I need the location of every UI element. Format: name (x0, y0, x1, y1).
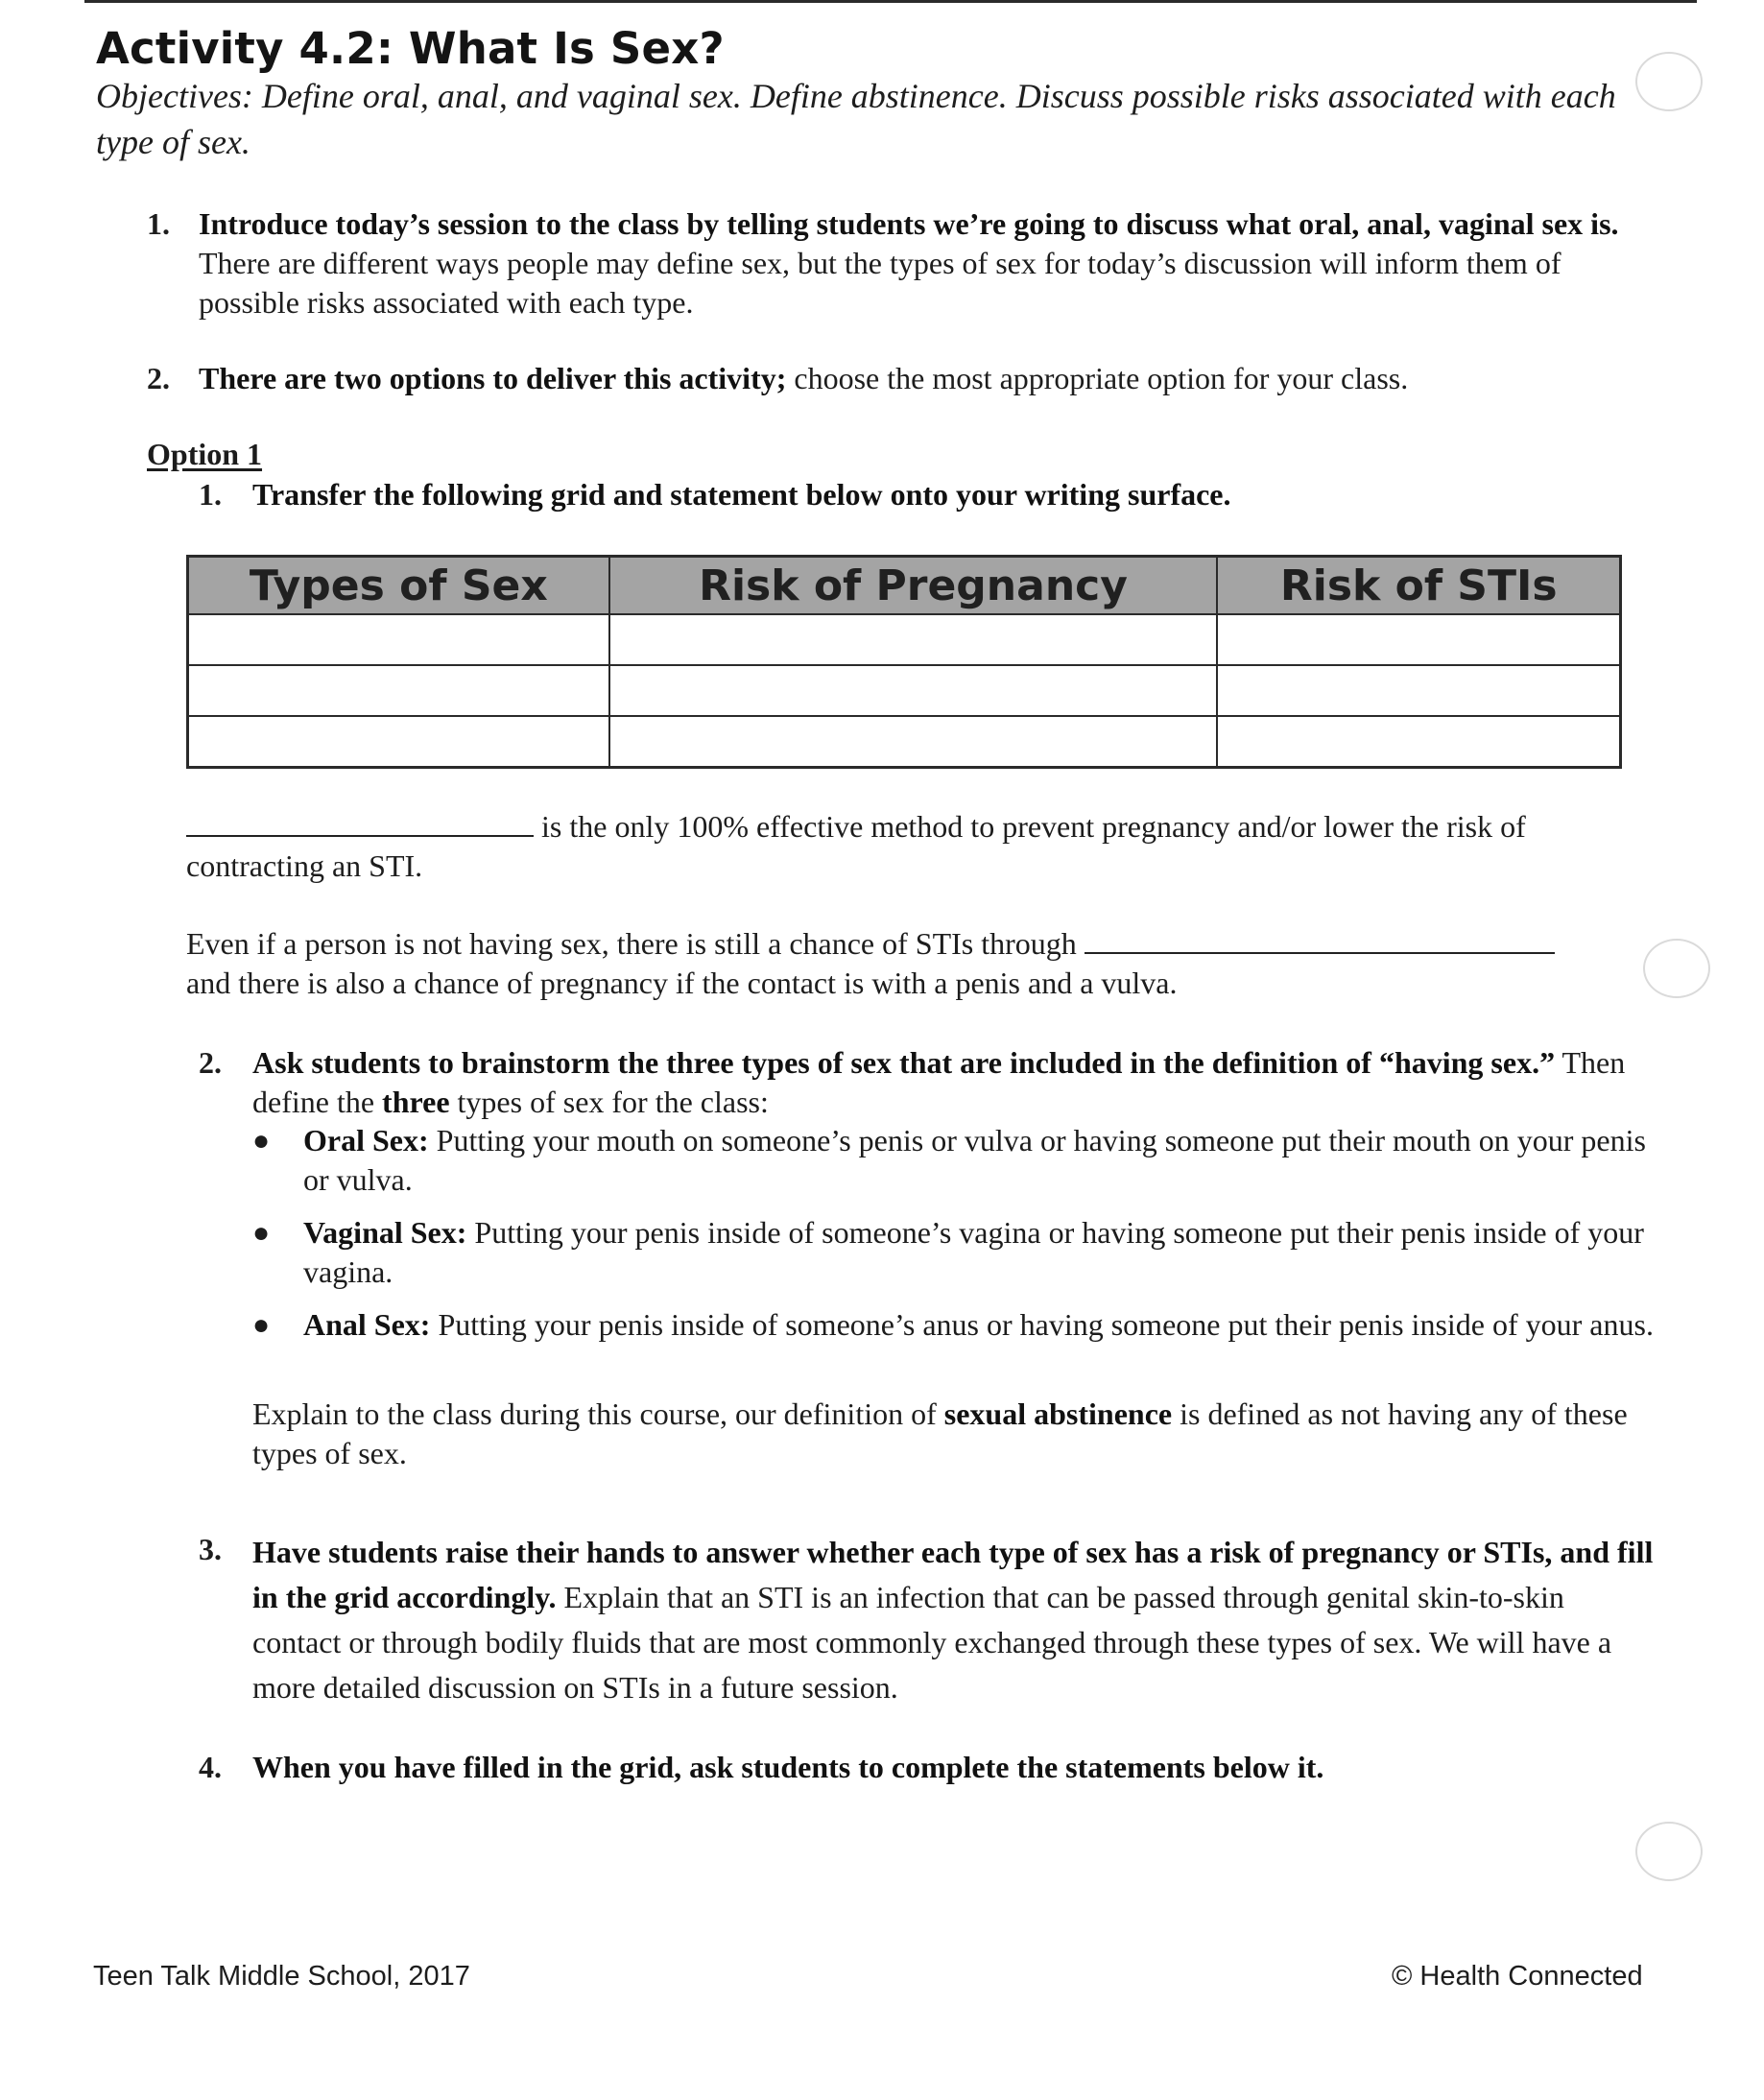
type-definition: Putting your penis inside of someone’s anus or having someone put their penis inside of your anus. (430, 1307, 1654, 1342)
page-title: Activity 4.2: What Is Sex? (96, 23, 725, 74)
grid-header-types: Types of Sex (188, 557, 609, 615)
grid-cell (1217, 614, 1620, 665)
grid-cell (609, 614, 1218, 665)
list-item-anal (252, 1305, 1654, 1345)
type-definition: Putting your penis inside of someone’s vagina or having someone put their penis inside of your vagina. (303, 1215, 1644, 1289)
option-step-4-bold: When you have filled in the grid, ask students to complete the statements below it. (252, 1750, 1324, 1784)
option-step-2-bold-three: three (382, 1085, 450, 1119)
abstinence-statement (186, 806, 1645, 886)
grid-cell (1217, 716, 1620, 768)
punch-hole (1643, 939, 1710, 998)
step-1-text: There are different ways people may define sex, but the types of sex for today’s discussion will inform them of possible risks associated with each type. (199, 246, 1561, 320)
bullet-icon: ● (252, 1309, 271, 1341)
option-step-3-text: Explain that an STI is an infection that can be passed through genital skin-to-skin contact or through bodily fluids that are most commonly exchanged through these types of sex. We will have a more detailed discussion on STIs in a future session. (252, 1580, 1612, 1705)
risk-grid (186, 555, 1622, 769)
option-step-2-number: 2. (199, 1045, 222, 1080)
option-step-3-number: 3. (199, 1532, 222, 1566)
option-step-1-number: 1. (199, 477, 222, 512)
footer-course: Teen Talk Middle School, 2017 (93, 1961, 470, 1992)
option-step-2-text: Then define the (252, 1045, 1626, 1119)
type-label: Anal Sex: (303, 1307, 431, 1342)
list-item-oral (252, 1121, 1654, 1200)
bullet-icon: ● (252, 1217, 271, 1249)
grid-header-row (188, 557, 1621, 615)
sex-types-list (252, 1121, 1654, 1358)
footer-copyright: © Health Connected (1392, 1961, 1643, 1992)
step-2-number: 2. (147, 361, 170, 395)
type-label: Vaginal Sex: (303, 1215, 467, 1250)
abstinence-explanation (252, 1395, 1663, 1473)
grid-cell (188, 716, 609, 768)
grid-row (188, 716, 1621, 768)
type-label: Oral Sex: (303, 1123, 429, 1157)
step-2 (199, 359, 1638, 398)
explanation-text: Explain to the class during this course, our definition of (252, 1396, 944, 1431)
grid-row (188, 665, 1621, 716)
step-2-bold: There are two options to deliver this activity; (199, 361, 787, 395)
step-1-number: 1. (147, 206, 170, 241)
punch-hole (1635, 1822, 1703, 1881)
contact-statement (186, 923, 1655, 1003)
option-step-4 (252, 1748, 1654, 1787)
grid-header-stis: Risk of STIs (1217, 557, 1620, 615)
grid-cell (609, 716, 1218, 768)
contact-statement-text-a: Even if a person is not having sex, there is still a chance of STIs through (186, 926, 1077, 961)
list-item-vaginal (252, 1213, 1654, 1292)
option-step-1 (252, 475, 1634, 514)
grid-cell (609, 665, 1218, 716)
bullet-icon: ● (252, 1125, 271, 1157)
option-step-1-bold: Transfer the following grid and statement below onto your writing surface. (252, 477, 1231, 512)
explanation-text-after: is defined as not having any of these types of sex. (252, 1396, 1628, 1470)
fill-in-blank-2 (1085, 923, 1555, 954)
option-step-3-bold: Have students raise their hands to answer whether each type of sex has a risk of pregnancy or STIs, and fill in the grid accordingly. (252, 1535, 1654, 1614)
objectives: Objectives: Define oral, anal, and vaginal sex. Define abstinence. Discuss possible risks associated with each type of sex. (96, 77, 1616, 161)
grid-cell (188, 614, 609, 665)
option-step-3 (252, 1530, 1654, 1710)
explanation-bold: sexual abstinence (943, 1396, 1173, 1431)
grid-cell (188, 665, 609, 716)
option-step-2-bold: Ask students to brainstorm the three types of sex that are included in the definition of “having sex.” (252, 1045, 1556, 1080)
option-step-2-text-after: types of sex for the class: (449, 1085, 769, 1119)
type-definition: Putting your mouth on someone’s penis or vulva or having someone put their mouth on your penis or vulva. (303, 1123, 1646, 1197)
step-2-text: choose the most appropriate option for your class. (786, 361, 1409, 395)
step-1 (199, 204, 1638, 322)
grid-cell (1217, 665, 1620, 716)
fill-in-blank-1 (186, 806, 534, 837)
grid-row (188, 614, 1621, 665)
grid-header-pregnancy: Risk of Pregnancy (609, 557, 1218, 615)
contact-statement-text-b: and there is also a chance of pregnancy if the contact is with a penis and a vulva. (186, 966, 1178, 1000)
top-rule (84, 0, 1697, 3)
option-step-2 (252, 1043, 1654, 1122)
option-1-heading: Option 1 (147, 437, 263, 471)
step-1-bold: Introduce today’s session to the class by telling students we’re going to discuss what oral, anal, vaginal sex is. (199, 206, 1619, 241)
abstinence-statement-text: is the only 100% effective method to prevent pregnancy and/or lower the risk of contracting an STI. (186, 809, 1526, 883)
option-step-4-number: 4. (199, 1750, 222, 1784)
punch-hole (1635, 52, 1703, 111)
